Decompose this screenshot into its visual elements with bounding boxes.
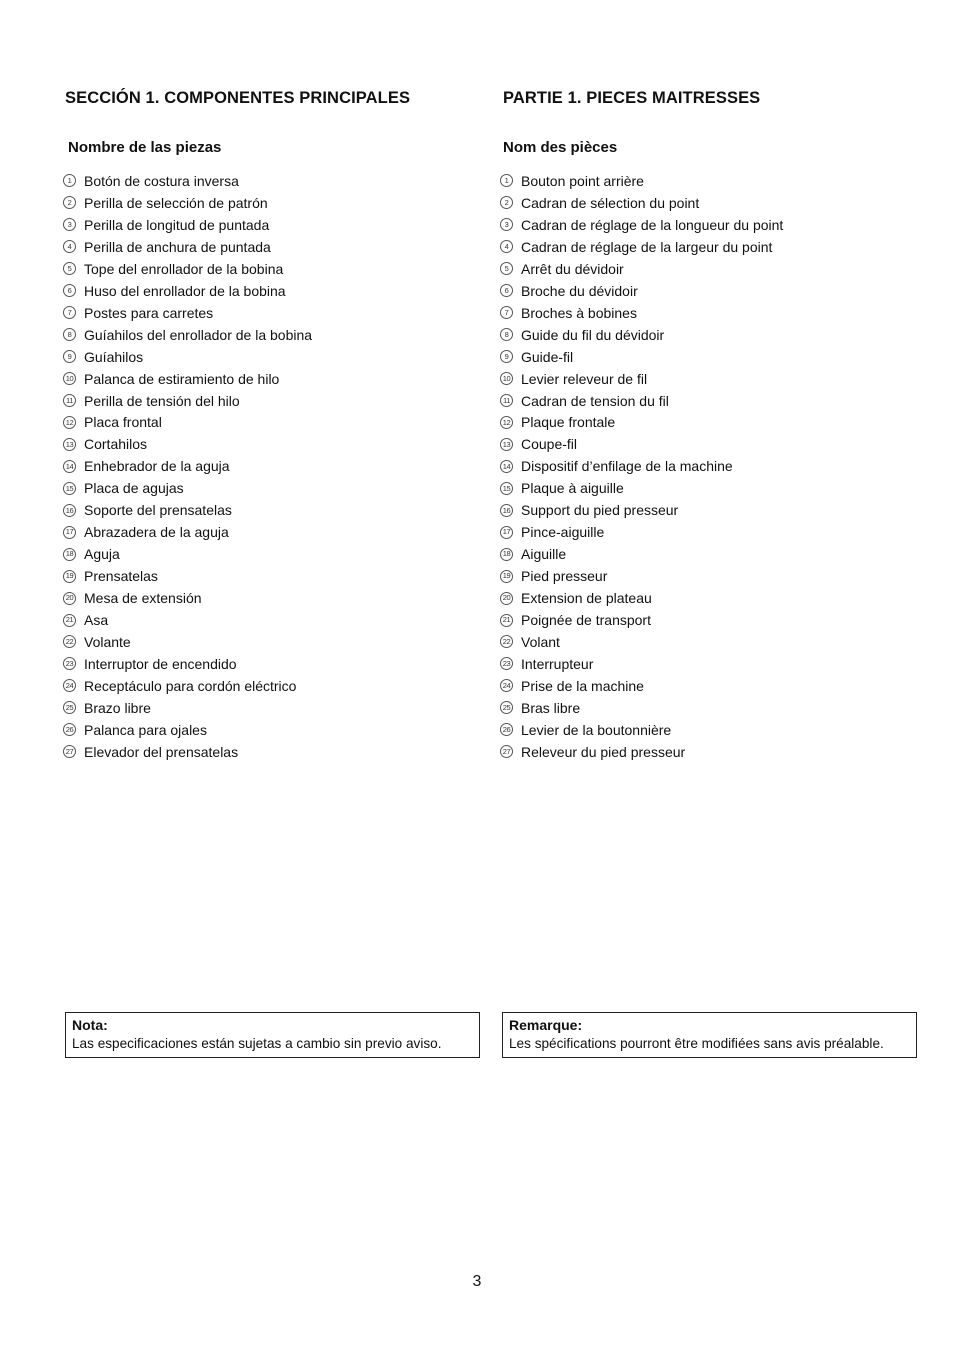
french-parts-list bbox=[500, 170, 783, 763]
circled-number: 1 bbox=[63, 174, 76, 187]
part-list-item bbox=[63, 170, 312, 192]
part-list-item bbox=[500, 192, 783, 214]
part-list-item bbox=[63, 719, 312, 741]
part-list-item bbox=[500, 302, 783, 324]
circled-number: 22 bbox=[500, 635, 513, 648]
part-list-item bbox=[500, 324, 783, 346]
part-list-item bbox=[63, 543, 312, 565]
part-label: Mesa de extensión bbox=[84, 590, 202, 607]
part-label: Prensatelas bbox=[84, 568, 158, 585]
circled-number: 9 bbox=[63, 350, 76, 363]
part-list-item bbox=[63, 499, 312, 521]
part-label: Support du pied presseur bbox=[521, 502, 679, 519]
part-list-item bbox=[500, 280, 783, 302]
part-label: Guíahilos del enrollador de la bobina bbox=[84, 326, 313, 343]
part-label: Volante bbox=[84, 633, 131, 650]
part-list-item bbox=[63, 192, 312, 214]
french-parts-subtitle: Nom des pièces bbox=[503, 139, 618, 156]
circled-number: 17 bbox=[500, 526, 513, 539]
part-list-item bbox=[500, 719, 783, 741]
part-label: Palanca para ojales bbox=[84, 721, 207, 738]
circled-number: 5 bbox=[63, 262, 76, 275]
circled-number: 20 bbox=[63, 592, 76, 605]
circled-number: 7 bbox=[500, 306, 513, 319]
part-label: Cadran de réglage de la largeur du point bbox=[521, 238, 773, 255]
spanish-section-title: SECCIÓN 1. COMPONENTES PRINCIPALES bbox=[65, 89, 411, 107]
part-label: Soporte del prensatelas bbox=[84, 502, 232, 519]
part-list-item bbox=[500, 477, 783, 499]
circled-number: 8 bbox=[63, 328, 76, 341]
part-list-item bbox=[63, 258, 312, 280]
circled-number: 25 bbox=[500, 701, 513, 714]
part-list-item bbox=[500, 675, 783, 697]
part-label: Plaque à aiguille bbox=[521, 480, 624, 497]
part-label: Aguja bbox=[84, 546, 120, 563]
circled-number: 6 bbox=[63, 284, 76, 297]
part-label: Palanca de estiramiento de hilo bbox=[84, 370, 280, 387]
french-note-box bbox=[502, 1012, 917, 1058]
circled-number: 17 bbox=[63, 526, 76, 539]
circled-number: 25 bbox=[63, 701, 76, 714]
circled-number: 13 bbox=[63, 438, 76, 451]
part-list-item bbox=[63, 433, 312, 455]
french-note-title: Remarque: bbox=[509, 1017, 583, 1033]
circled-number: 9 bbox=[500, 350, 513, 363]
part-label: Bouton point arrière bbox=[521, 172, 644, 189]
part-label: Perilla de anchura de puntada bbox=[84, 238, 271, 255]
circled-number: 14 bbox=[63, 460, 76, 473]
part-label: Interrupteur bbox=[521, 655, 594, 672]
part-label: Guide du fil du dévidoir bbox=[521, 326, 665, 343]
circled-number: 26 bbox=[500, 723, 513, 736]
circled-number: 14 bbox=[500, 460, 513, 473]
part-label: Broche du dévidoir bbox=[521, 282, 638, 299]
circled-number: 12 bbox=[63, 416, 76, 429]
spanish-parts-subtitle: Nombre de las piezas bbox=[68, 139, 222, 156]
part-list-item bbox=[63, 324, 312, 346]
part-label: Plaque frontale bbox=[521, 414, 616, 431]
part-list-item bbox=[500, 390, 783, 412]
part-label: Perilla de selección de patrón bbox=[84, 194, 268, 211]
part-label: Levier de la boutonnière bbox=[521, 721, 672, 738]
circled-number: 27 bbox=[500, 745, 513, 758]
part-list-item bbox=[500, 697, 783, 719]
page-number: 3 bbox=[472, 1273, 482, 1290]
part-list-item bbox=[500, 499, 783, 521]
part-label: Broches à bobines bbox=[521, 304, 637, 321]
part-list-item bbox=[63, 455, 312, 477]
part-label: Interruptor de encendido bbox=[84, 655, 237, 672]
part-list-item bbox=[63, 653, 312, 675]
circled-number: 2 bbox=[500, 196, 513, 209]
circled-number: 18 bbox=[500, 548, 513, 561]
part-list-item bbox=[63, 302, 312, 324]
part-list-item bbox=[63, 741, 312, 763]
french-section-title: PARTIE 1. PIECES MAITRESSES bbox=[503, 89, 761, 107]
part-label: Prise de la machine bbox=[521, 677, 644, 694]
circled-number: 22 bbox=[63, 635, 76, 648]
circled-number: 3 bbox=[63, 218, 76, 231]
part-label: Bras libre bbox=[521, 699, 581, 716]
circled-number: 24 bbox=[63, 679, 76, 692]
circled-number: 5 bbox=[500, 262, 513, 275]
circled-number: 8 bbox=[500, 328, 513, 341]
circled-number: 2 bbox=[63, 196, 76, 209]
circled-number: 21 bbox=[500, 614, 513, 627]
part-list-item bbox=[63, 631, 312, 653]
part-label: Pince-aiguille bbox=[521, 524, 605, 541]
part-label: Placa de agujas bbox=[84, 480, 184, 497]
circled-number: 3 bbox=[500, 218, 513, 231]
part-list-item bbox=[63, 236, 312, 258]
part-label: Elevador del prensatelas bbox=[84, 743, 239, 760]
part-list-item bbox=[63, 587, 312, 609]
spanish-note-title: Nota: bbox=[72, 1017, 108, 1033]
circled-number: 16 bbox=[63, 504, 76, 517]
circled-number: 23 bbox=[500, 657, 513, 670]
french-note-text: Les spécifications pourront être modifiées sans avis préalable. bbox=[509, 1036, 884, 1051]
part-label: Perilla de tensión del hilo bbox=[84, 392, 240, 409]
part-label: Botón de costura inversa bbox=[84, 172, 239, 189]
part-label: Pied presseur bbox=[521, 568, 608, 585]
part-list-item bbox=[500, 455, 783, 477]
part-list-item bbox=[63, 477, 312, 499]
circled-number: 27 bbox=[63, 745, 76, 758]
circled-number: 10 bbox=[500, 372, 513, 385]
circled-number: 11 bbox=[500, 394, 513, 407]
circled-number: 24 bbox=[500, 679, 513, 692]
part-label: Brazo libre bbox=[84, 699, 151, 716]
part-label: Cadran de réglage de la longueur du point bbox=[521, 216, 784, 233]
part-list-item bbox=[500, 609, 783, 631]
circled-number: 4 bbox=[500, 240, 513, 253]
part-list-item bbox=[63, 675, 312, 697]
circled-number: 4 bbox=[63, 240, 76, 253]
part-label: Perilla de longitud de puntada bbox=[84, 216, 270, 233]
circled-number: 26 bbox=[63, 723, 76, 736]
part-label: Guide-fil bbox=[521, 348, 574, 365]
circled-number: 12 bbox=[500, 416, 513, 429]
circled-number: 19 bbox=[500, 570, 513, 583]
part-label: Postes para carretes bbox=[84, 304, 214, 321]
part-label: Receptáculo para cordón eléctrico bbox=[84, 677, 297, 694]
part-list-item bbox=[63, 214, 312, 236]
part-label: Abrazadera de la aguja bbox=[84, 524, 229, 541]
circled-number: 21 bbox=[63, 614, 76, 627]
part-list-item bbox=[500, 170, 783, 192]
part-label: Tope del enrollador de la bobina bbox=[84, 260, 284, 277]
part-label: Arrêt du dévidoir bbox=[521, 260, 624, 277]
part-list-item bbox=[63, 280, 312, 302]
part-list-item bbox=[500, 741, 783, 763]
part-list-item bbox=[63, 390, 312, 412]
part-label: Placa frontal bbox=[84, 414, 162, 431]
part-list-item bbox=[63, 346, 312, 368]
part-label: Asa bbox=[84, 612, 109, 629]
part-list-item bbox=[500, 631, 783, 653]
part-label: Cadran de tension du fil bbox=[521, 392, 669, 409]
circled-number: 15 bbox=[500, 482, 513, 495]
part-list-item bbox=[63, 565, 312, 587]
circled-number: 16 bbox=[500, 504, 513, 517]
part-label: Poignée de transport bbox=[521, 612, 651, 629]
part-list-item bbox=[63, 609, 312, 631]
circled-number: 10 bbox=[63, 372, 76, 385]
part-list-item bbox=[500, 653, 783, 675]
part-label: Aiguille bbox=[521, 546, 567, 563]
part-label: Extension de plateau bbox=[521, 590, 652, 607]
part-list-item bbox=[500, 587, 783, 609]
circled-number: 18 bbox=[63, 548, 76, 561]
part-list-item bbox=[63, 521, 312, 543]
spanish-note-box bbox=[65, 1012, 480, 1058]
part-list-item bbox=[63, 697, 312, 719]
part-list-item bbox=[500, 565, 783, 587]
circled-number: 19 bbox=[63, 570, 76, 583]
part-list-item bbox=[500, 433, 783, 455]
circled-number: 1 bbox=[500, 174, 513, 187]
part-list-item bbox=[500, 346, 783, 368]
part-label: Guíahilos bbox=[84, 348, 144, 365]
part-list-item bbox=[63, 368, 312, 390]
circled-number: 13 bbox=[500, 438, 513, 451]
circled-number: 23 bbox=[63, 657, 76, 670]
circled-number: 7 bbox=[63, 306, 76, 319]
part-list-item bbox=[500, 368, 783, 390]
part-label: Enhebrador de la aguja bbox=[84, 458, 230, 475]
part-list-item bbox=[500, 411, 783, 433]
part-label: Cadran de sélection du point bbox=[521, 194, 700, 211]
part-list-item bbox=[500, 543, 783, 565]
circled-number: 6 bbox=[500, 284, 513, 297]
part-label: Dispositif d’enfilage de la machine bbox=[521, 458, 733, 475]
spanish-note-text: Las especificaciones están sujetas a cambio sin previo aviso. bbox=[72, 1036, 442, 1051]
part-label: Levier releveur de fil bbox=[521, 370, 648, 387]
part-list-item bbox=[500, 236, 783, 258]
part-list-item bbox=[500, 214, 783, 236]
part-list-item bbox=[63, 411, 312, 433]
circled-number: 15 bbox=[63, 482, 76, 495]
circled-number: 11 bbox=[63, 394, 76, 407]
part-label: Releveur du pied presseur bbox=[521, 743, 686, 760]
part-label: Cortahilos bbox=[84, 436, 148, 453]
circled-number: 20 bbox=[500, 592, 513, 605]
part-label: Huso del enrollador de la bobina bbox=[84, 282, 286, 299]
part-label: Volant bbox=[521, 633, 560, 650]
spanish-parts-list bbox=[63, 170, 312, 763]
part-label: Coupe-fil bbox=[521, 436, 578, 453]
part-list-item bbox=[500, 521, 783, 543]
part-list-item bbox=[500, 258, 783, 280]
